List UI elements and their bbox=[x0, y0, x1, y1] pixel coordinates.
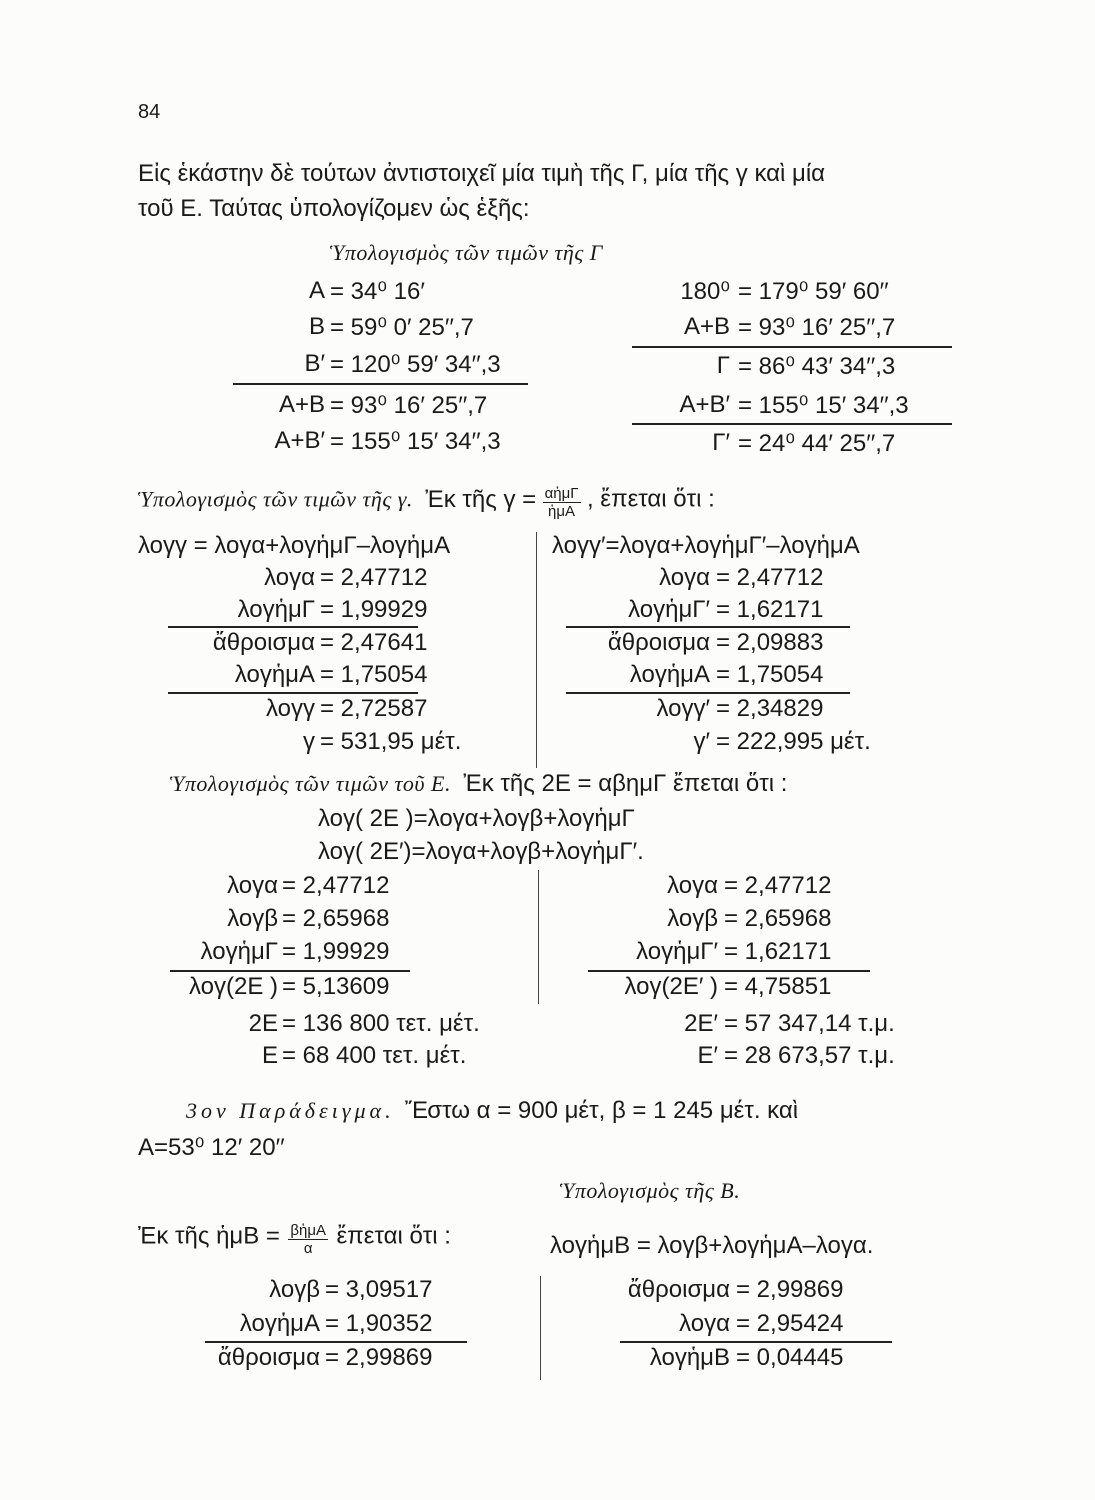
column-divider bbox=[538, 870, 539, 1004]
row-value: = 2,09883 bbox=[716, 629, 824, 656]
diff-rule bbox=[632, 346, 952, 348]
gamma-fraction bbox=[543, 485, 581, 520]
sum-rule bbox=[233, 383, 528, 385]
row-value: = 1,90352 bbox=[325, 1310, 433, 1337]
left-formula: λογγ = λογα+λογἡμΓ–λογἡμΑ bbox=[138, 532, 451, 559]
example-3-text: Ἔστω α = 900 μέτ, β = 1 245 μέτ. καὶ bbox=[405, 1097, 799, 1124]
fraction-denominator: ἡμΑ bbox=[548, 503, 576, 520]
row-value: = 4,75851 bbox=[724, 973, 832, 1000]
heading-small-gamma: Ὑπολογισμὸς τῶν τιμῶν τῆς γ. bbox=[138, 486, 413, 512]
row-value: = 28 673,57 τ.μ. bbox=[724, 1042, 895, 1069]
row-label: Β′ bbox=[304, 350, 325, 377]
e-intro bbox=[170, 770, 787, 798]
row-label: Ε bbox=[261, 1042, 278, 1069]
row-value: = 2,34829 bbox=[716, 695, 824, 722]
diff-rule bbox=[620, 1341, 892, 1343]
row-label: λογἡμΓ′ bbox=[636, 938, 718, 965]
row-value: = 1,62171 bbox=[716, 596, 824, 623]
b-fraction bbox=[288, 1222, 328, 1257]
row-value: = 2,95424 bbox=[736, 1310, 844, 1337]
row-label: λογἡμΓ bbox=[237, 596, 315, 623]
e-intro-text: Ἐκ τῆς 2Ε = αβημΓ ἔπεται ὅτι : bbox=[463, 770, 788, 797]
row-label: ἄθροισμα bbox=[212, 629, 315, 656]
row-label: Β bbox=[308, 313, 325, 340]
row-label: λογα bbox=[659, 564, 710, 591]
row-label: λογἡμΑ bbox=[234, 661, 315, 688]
row-value: = 2,47712 bbox=[320, 564, 428, 591]
row-value: = 2,65968 bbox=[724, 905, 832, 932]
row-label: λογ(2Ε ) bbox=[189, 973, 278, 1000]
e-formula-2: λογ( 2Ε′)=λογα+λογβ+λογἡμΓ′. bbox=[318, 838, 644, 865]
row-label: λογἡμΑ bbox=[239, 1310, 320, 1337]
fraction-numerator: αἡμΓ bbox=[544, 485, 579, 502]
row-label: 2Ε bbox=[248, 1010, 278, 1037]
gamma-text-after: , ἔπεται ὅτι : bbox=[586, 485, 715, 513]
fraction-numerator: βἡμΑ bbox=[290, 1222, 327, 1239]
row-label: Α+Β′ bbox=[679, 391, 730, 418]
row-label: λογ(2Ε′ ) bbox=[624, 973, 718, 1000]
row-label: λογα bbox=[667, 872, 718, 899]
example-3-label: 3ον Παράδειγμα. bbox=[186, 1098, 395, 1123]
row-value: = 1,99929 bbox=[320, 596, 428, 623]
b-text-after: ἔπεται ὅτι : bbox=[336, 1222, 451, 1250]
b-intro bbox=[138, 1222, 451, 1257]
row-value: = 24⁰ 44′ 25′′,7 bbox=[738, 430, 896, 457]
row-value: = 68 400 τετ. μέτ. bbox=[282, 1042, 467, 1069]
fraction-denominator: α bbox=[303, 1240, 313, 1257]
row-label: λογα bbox=[679, 1310, 730, 1337]
row-value: = 120⁰ 59′ 34′′,3 bbox=[330, 351, 501, 378]
row-value: = 2,47641 bbox=[320, 629, 428, 656]
row-label: Γ bbox=[716, 352, 730, 379]
row-label: Α+Β bbox=[278, 391, 325, 418]
row-value: = 59⁰ 0′ 25′′,7 bbox=[330, 314, 474, 341]
b-text-before: Ἐκ τῆς ἡμΒ = bbox=[138, 1222, 280, 1250]
row-value: = 155⁰ 15′ 34′′,3 bbox=[738, 392, 909, 419]
intro-line-2: τοῦ Ε. Ταύτας ὑπολογίζομεν ὡς ἑξῆς: bbox=[138, 195, 530, 222]
row-value: = 1,75054 bbox=[716, 661, 824, 688]
row-value: = 2,72587 bbox=[320, 695, 428, 722]
row-value: = 5,13609 bbox=[282, 973, 390, 1000]
b-formula: λογἡμΒ = λογβ+λογἡμΑ–λογα. bbox=[550, 1232, 874, 1259]
heading-b: Ὑπολογισμὸς τῆς Β. bbox=[560, 1178, 741, 1203]
row-label: λογἡμΒ bbox=[649, 1344, 730, 1371]
row-value: = 136 800 τετ. μέτ. bbox=[282, 1010, 480, 1037]
row-value: = 2,99869 bbox=[325, 1344, 433, 1371]
row-value: = 179⁰ 59′ 60′′ bbox=[738, 278, 889, 305]
row-label: ἄθροισμα bbox=[607, 629, 710, 656]
row-label: λογγ′ bbox=[656, 695, 710, 722]
row-label: λογγ bbox=[266, 695, 315, 722]
row-label: λογἡμΑ bbox=[629, 661, 710, 688]
row-value: = 0,04445 bbox=[736, 1344, 844, 1371]
gamma-text-before: Ἐκ τῆς γ = bbox=[425, 485, 537, 513]
row-value: = 2,47712 bbox=[724, 872, 832, 899]
row-label: λογα bbox=[227, 872, 278, 899]
heading-e-values: Ὑπολογισμὸς τῶν τιμῶν τοῦ Ε. bbox=[170, 771, 451, 796]
row-value: = 2,47712 bbox=[282, 872, 390, 899]
row-label: λογἡμΓ′ bbox=[628, 596, 710, 623]
row-value: = 1,99929 bbox=[282, 938, 390, 965]
row-value: = 1,62171 bbox=[724, 938, 832, 965]
sum-rule bbox=[170, 970, 410, 972]
row-value: = 93⁰ 16′ 25′′,7 bbox=[738, 314, 896, 341]
diff-rule bbox=[632, 423, 952, 425]
row-label: ἄθροισμα bbox=[217, 1344, 320, 1371]
row-label: λογβ bbox=[227, 905, 278, 932]
row-label: Γ′ bbox=[712, 429, 730, 456]
row-label: γ bbox=[303, 728, 315, 755]
example-3-angle: Α=53⁰ 12′ 20′′ bbox=[138, 1134, 285, 1161]
row-value: = 155⁰ 15′ 34′′,3 bbox=[330, 428, 501, 455]
row-label: λογβ bbox=[269, 1276, 320, 1303]
row-value: = 531,95 μέτ. bbox=[320, 728, 462, 755]
row-label: λογβ bbox=[667, 905, 718, 932]
example-3 bbox=[186, 1097, 798, 1125]
page-number: 84 bbox=[138, 101, 161, 123]
row-label: λογἡμΓ bbox=[200, 938, 278, 965]
row-value: = 57 347,14 τ.μ. bbox=[724, 1010, 895, 1037]
row-label: Α+Β bbox=[683, 313, 730, 340]
row-value: = 1,75054 bbox=[320, 661, 428, 688]
row-label: 180⁰ bbox=[680, 278, 730, 305]
sum-rule bbox=[566, 626, 850, 628]
e-formula-1: λογ( 2Ε )=λογα+λογβ+λογἡμΓ bbox=[318, 805, 635, 832]
diff-rule bbox=[566, 692, 850, 694]
sum-rule bbox=[588, 970, 870, 972]
row-label: λογα bbox=[264, 564, 315, 591]
diff-rule bbox=[168, 692, 418, 694]
row-value: = 86⁰ 43′ 34′′,3 bbox=[738, 353, 896, 380]
row-value: = 3,09517 bbox=[325, 1276, 433, 1303]
right-formula: λογγ′=λογα+λογἡμΓ′–λογἡμΑ bbox=[552, 532, 860, 559]
row-value: = 34⁰ 16′ bbox=[330, 278, 425, 305]
row-label: 2Ε′ bbox=[684, 1010, 718, 1037]
row-label: Α+Β′ bbox=[274, 427, 325, 454]
column-divider bbox=[536, 532, 537, 768]
intro-line-1: Εἰς ἑκάστην δὲ τούτων ἀντιστοιχεῖ μία τιμὴ τῆς Γ, μία τῆς γ καὶ μία bbox=[138, 160, 826, 187]
row-label: γ′ bbox=[693, 728, 710, 755]
row-label: Α bbox=[308, 277, 325, 304]
row-value: = 2,99869 bbox=[736, 1276, 844, 1303]
column-divider bbox=[540, 1276, 541, 1380]
row-value: = 2,65968 bbox=[282, 905, 390, 932]
sum-rule bbox=[168, 626, 418, 628]
row-label: ἄθροισμα bbox=[627, 1276, 730, 1303]
row-value: = 2,47712 bbox=[716, 564, 824, 591]
row-value: = 222,995 μέτ. bbox=[716, 728, 871, 755]
row-label: Ε′ bbox=[697, 1042, 718, 1069]
sum-rule bbox=[205, 1341, 467, 1343]
row-value: = 93⁰ 16′ 25′′,7 bbox=[330, 392, 488, 419]
gamma-lower-intro bbox=[138, 485, 715, 520]
heading-gamma-values: Ὑπολογισμὸς τῶν τιμῶν τῆς Γ bbox=[330, 240, 603, 265]
